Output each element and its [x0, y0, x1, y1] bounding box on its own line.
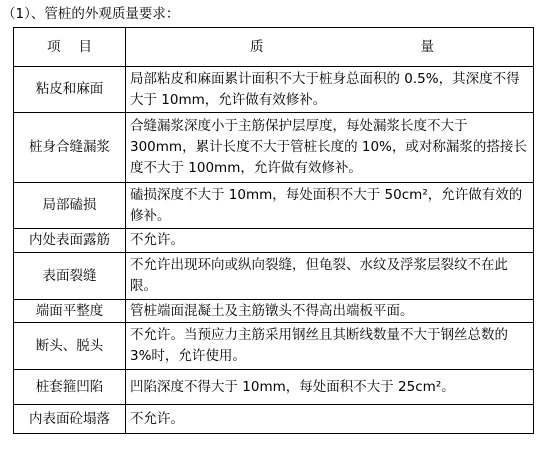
row-item: 端面平整度 — [14, 300, 126, 323]
table-row — [14, 405, 534, 434]
table-row — [14, 113, 534, 183]
table-row — [14, 323, 534, 370]
row-quality: 合缝漏浆深度小于主筋保护层厚度，每处漏浆长度不大于 300mm，累计长度不大于管桩长度的 10%，或对称漏浆的搭接长度不大于 100mm，允许做有效修补。 — [126, 113, 534, 183]
table-row — [14, 253, 534, 300]
row-quality: 不允许。当预应力主筋采用钢丝且其断线数量不大于钢丝总数的 3%时，允许使用。 — [126, 323, 534, 370]
table-row — [14, 370, 534, 405]
row-quality: 不允许。 — [126, 229, 534, 253]
row-quality: 不允许。 — [126, 405, 534, 434]
row-item: 断头、脱头 — [14, 323, 126, 370]
header-quality-cell — [126, 28, 534, 67]
table-row — [14, 67, 534, 113]
header-item-cell — [14, 28, 126, 67]
header-quality-char-2: 量 — [420, 38, 434, 55]
row-item: 内表面砼塌落 — [14, 405, 126, 434]
row-quality: 磕损深度不大于 10mm，每处面积不大于 50cm²，允许做有效的修补。 — [126, 183, 534, 229]
row-item: 粘皮和麻面 — [14, 67, 126, 113]
row-quality: 凹陷深度不得大于 10mm，每处面积不大于 25cm²。 — [126, 370, 534, 405]
table-row — [14, 229, 534, 253]
row-item: 局部磕损 — [14, 183, 126, 229]
row-item: 桩身合缝漏浆 — [14, 113, 126, 183]
row-quality: 局部粘皮和麻面累计面积不大于桩身总面积的 0.5%，其深度不得大于 10mm，允许做有效修补。 — [126, 67, 534, 113]
row-quality: 管桩端面混凝土及主筋镦头不得高出端板平面。 — [126, 300, 534, 323]
table-header-row — [14, 28, 534, 67]
appearance-quality-table — [13, 27, 534, 434]
header-item-label: 项目 — [47, 38, 110, 55]
header-quality-char-1: 质 — [250, 38, 264, 55]
row-item: 桩套箍凹陷 — [14, 370, 126, 405]
table-row — [14, 183, 534, 229]
row-item: 表面裂缝 — [14, 253, 126, 300]
row-item: 内处表面露筋 — [14, 229, 126, 253]
section-heading: （1）、管桩的外观质量要求： — [2, 6, 180, 22]
row-quality: 不允许出现环向或纵向裂缝，但龟裂、水纹及浮浆层裂纹不在此限。 — [126, 253, 534, 300]
table-row — [14, 300, 534, 323]
